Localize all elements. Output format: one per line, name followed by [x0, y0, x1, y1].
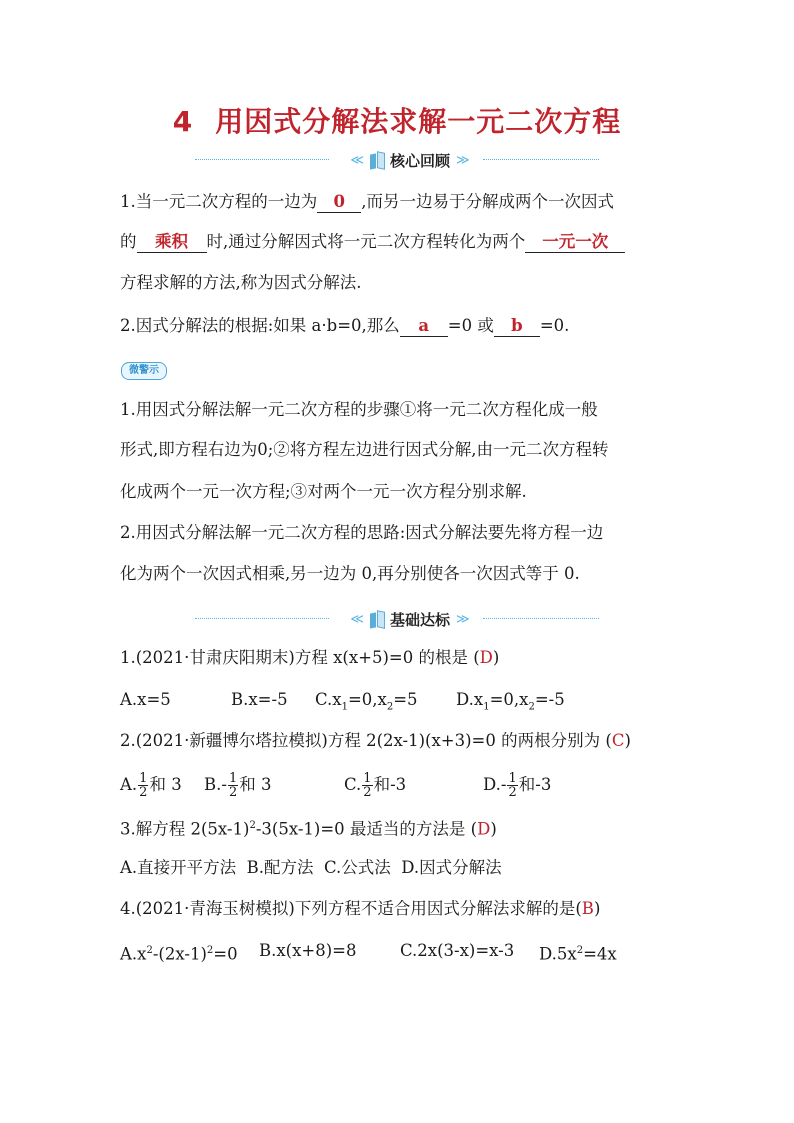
question-1-stem: 1.(2021·甘肃庆阳期末)方程 x(x+5)=0 的根是 (D)	[120, 648, 500, 667]
tip-line-2: 形式,即方程右边为0;②将方程左边进行因式分解,由一元二次方程转	[120, 440, 609, 459]
section-label: 核心回顾	[389, 151, 450, 170]
divider-left	[195, 618, 329, 619]
option-b: B.x(x+8)=8	[259, 941, 357, 960]
double-chevron-left-icon: ≪	[350, 611, 364, 627]
answer-blank-3: 一元一次	[525, 232, 625, 253]
answer-blank-2: 乘积	[137, 232, 207, 253]
tip-line-4: 2.用因式分解法解一元二次方程的思路:因式分解法要先将方程一边	[120, 523, 604, 542]
tip-line-1: 1.用因式分解法解一元二次方程的步骤①将一元二次方程化成一般	[120, 400, 598, 419]
core-line-3: 方程求解的方法,称为因式分解法.	[120, 273, 362, 292]
core-line-4: 2.因式分解法的根据:如果 a·b=0,那么 a =0 或 b =0.	[120, 316, 570, 335]
question-2-stem: 2.(2021·新疆博尔塔拉模拟)方程 2(2x-1)(x+3)=0 的两根分别为 (C)	[120, 731, 631, 750]
divider-right	[483, 159, 599, 160]
tip-line-3: 化成两个一元一次方程;③对两个一元一次方程分别求解.	[120, 482, 527, 501]
tip-line-5: 化为两个一次因式相乘,另一边为 0,再分别使各一次因式等于 0.	[120, 564, 580, 583]
option-c: C.2x(3-x)=x-3	[400, 941, 515, 960]
question-2-answer: C	[611, 731, 625, 750]
section-label: 基础达标	[389, 610, 450, 629]
section-header-core-review	[195, 147, 599, 173]
core-line-2: 的 乘积 时,通过分解因式将一元二次方程转化为两个 一元一次	[120, 230, 625, 254]
answer-blank-5: b	[494, 316, 540, 337]
option-b: B.x=-5	[231, 690, 288, 709]
option-d: $D.x_1=0,x_2=-5$	[456, 690, 565, 713]
book-icon	[370, 611, 384, 628]
title-number: 4	[172, 105, 194, 138]
divider-left	[195, 159, 329, 160]
question-4-answer: B	[581, 899, 594, 918]
question-1-answer: D	[479, 648, 493, 667]
core-line-1: 1.当一元二次方程的一边为 0 ,而另一边易于分解成两个一次因式	[120, 192, 614, 211]
title-text: 用因式分解法求解一元二次方程	[215, 105, 622, 138]
section-header-basic-practice	[195, 606, 599, 632]
option-a: $A.x^2-(2x-1)^2=0$	[120, 944, 238, 964]
double-chevron-left-icon: ≪	[350, 152, 364, 168]
option-a: A.x=5	[120, 690, 171, 709]
answer-blank-4: a	[400, 316, 448, 337]
option-a: A. $\frac{1}{2}$ 和 3	[120, 771, 182, 800]
option-d: $D.5x^2=4x$	[539, 944, 617, 964]
question-2-options	[120, 772, 560, 804]
option-d: D.- $\frac{1}{2}$ 和-3	[483, 771, 552, 800]
option-c: $C.x_1=0,x_2=5$	[315, 690, 418, 713]
option-c: C. $\frac{1}{2}$ 和-3	[344, 771, 407, 800]
divider-right	[483, 618, 599, 619]
option-b: B.- $\frac{1}{2}$ 和 3	[204, 771, 272, 800]
question-3-options: A.直接开平方法 B.配方法 C.公式法 D.因式分解法	[120, 858, 502, 877]
double-chevron-right-icon: ≫	[456, 611, 470, 627]
answer-blank-1: 0	[317, 192, 361, 213]
question-3-answer: D	[477, 819, 491, 839]
book-icon	[370, 152, 384, 169]
question-3-stem: 3.解方程 $2(5x-1)^2-3(5x-1)=0$ 最适当的方法是 (D)	[120, 819, 497, 839]
warning-badge: 微警示	[121, 362, 167, 380]
double-chevron-right-icon: ≫	[456, 152, 470, 168]
question-4-stem: 4.(2021·青海玉树模拟)下列方程不适合用因式分解法求解的是(B)	[120, 899, 601, 918]
page-title	[0, 100, 794, 140]
